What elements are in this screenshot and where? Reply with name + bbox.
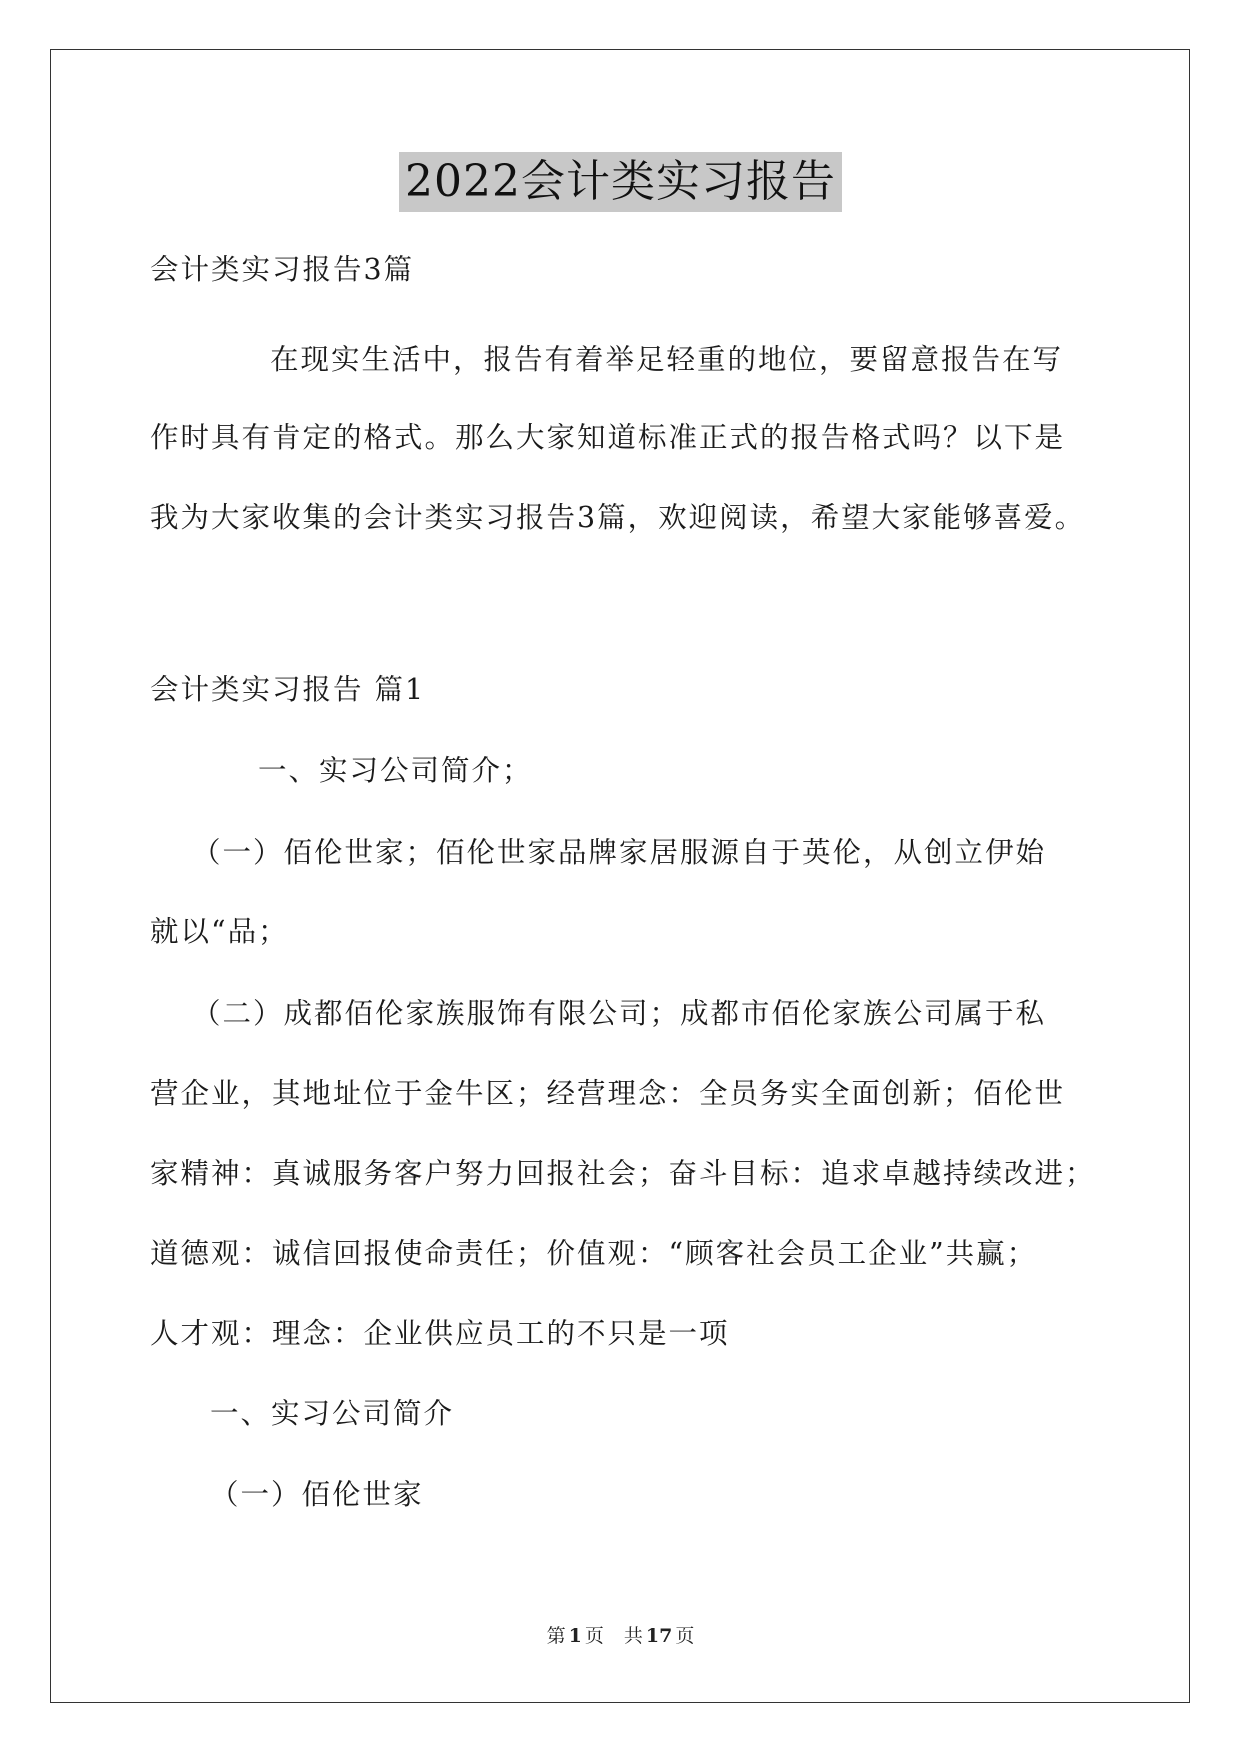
page-prefix: 第 — [546, 1625, 566, 1647]
paragraph-line: 道德观：诚信回报使命责任；价值观：“顾客社会员工企业”共赢； — [150, 1237, 1038, 1270]
paragraph-line: 人才观：理念：企业供应员工的不只是一项 — [150, 1317, 730, 1350]
total-pages: 17 — [645, 1625, 673, 1647]
page-suffix: 页 — [584, 1625, 604, 1647]
subtitle-line: 会计类实习报告3篇 — [150, 253, 415, 286]
page-footer — [0, 1623, 1241, 1649]
paragraph-line: （二）成都佰伦家族服饰有限公司；成都市佰伦家族公司属于私 — [192, 997, 1047, 1030]
page-number: 1 — [568, 1625, 582, 1647]
paragraph-line: 我为大家收集的会计类实习报告3篇，欢迎阅读，希望大家能够喜爱。 — [150, 501, 1086, 534]
paragraph-line: 在现实生活中，报告有着举足轻重的地位，要留意报告在写 — [270, 343, 1064, 376]
page-border — [50, 49, 1190, 1703]
paragraph-line: 就以“品； — [150, 915, 289, 948]
total-suffix: 页 — [675, 1625, 695, 1647]
title-container — [0, 152, 1241, 212]
document-title: 2022会计类实习报告 — [399, 152, 842, 212]
section-heading: 会计类实习报告 篇1 — [150, 673, 426, 706]
subsection-heading: 一、实习公司简介 — [210, 1397, 455, 1430]
total-prefix: 共 — [623, 1625, 643, 1647]
subsection-heading: 一、实习公司简介； — [258, 754, 533, 787]
paragraph-line: 家精神：真诚服务客户努力回报社会；奋斗目标：追求卓越持续改进； — [150, 1157, 1096, 1190]
paragraph-line: （一）佰伦世家 — [210, 1478, 424, 1511]
paragraph-line: 作时具有肯定的格式。那么大家知道标准正式的报告格式吗？以下是 — [150, 421, 1066, 454]
paragraph-line: （一）佰伦世家；佰伦世家品牌家居服源自于英伦，从创立伊始 — [192, 836, 1047, 869]
paragraph-line: 营企业，其地址位于金牛区；经营理念：全员务实全面创新；佰伦世 — [150, 1077, 1066, 1110]
